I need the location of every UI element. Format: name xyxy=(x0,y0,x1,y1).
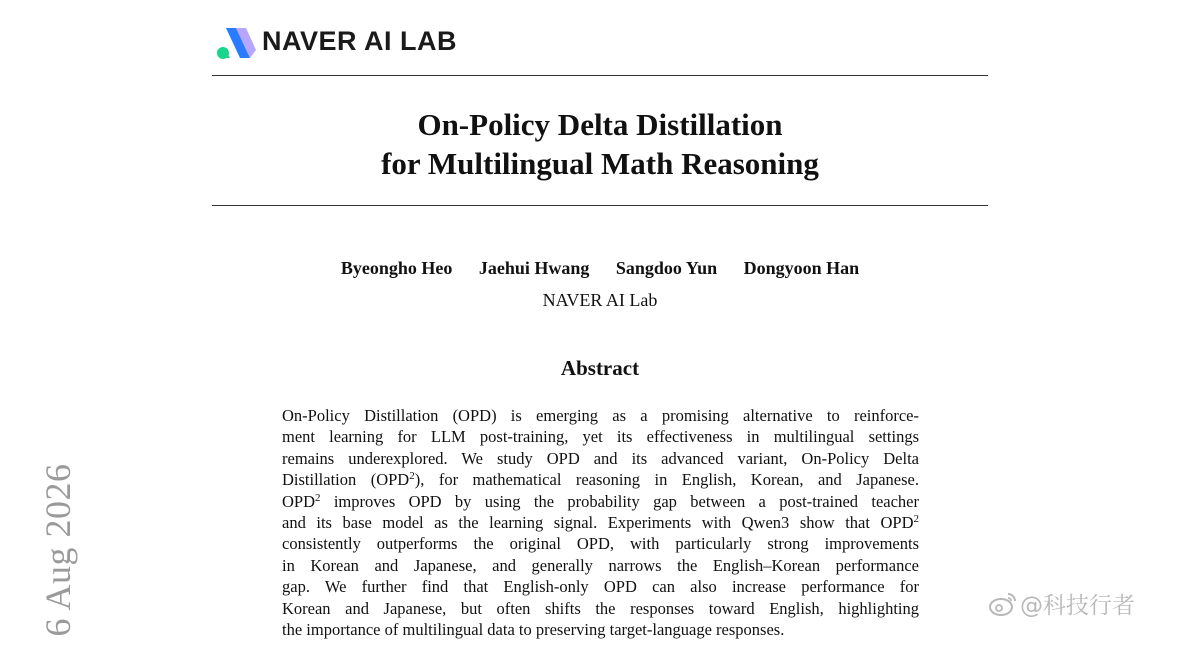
abstract-line: the importance of multilingual data to preserving target-language responses. xyxy=(282,620,785,640)
naver-ai-lab-logo xyxy=(214,22,457,60)
logo-text: NAVER AI LAB xyxy=(262,26,457,56)
title-line-1: On-Policy Delta Distillation xyxy=(417,107,783,142)
author-name: Jaehui Hwang xyxy=(478,258,590,278)
abstract-heading: Abstract xyxy=(560,356,640,380)
abstract-line: remains underexplored. We study OPD and its advanced variant, On-Policy Delta xyxy=(282,448,919,468)
abstract-line: in Korean and Japanese, and generally narrows the English–Korean performance xyxy=(282,555,919,575)
paper-title xyxy=(212,105,988,183)
abstract-line: Korean and Japanese, but often shifts the responses toward English, highlighting xyxy=(282,598,919,618)
naver-logo-icon xyxy=(214,22,258,60)
author-name: Sangdoo Yun xyxy=(615,258,718,278)
abstract-line: Distillation (OPD$^2$), for mathematical reasoning in English, Korean, and Japanese. xyxy=(282,470,919,490)
abstract-line: OPD$^2$ improves OPD by using the probability gap between a post-trained teacher xyxy=(282,491,919,511)
abstract-line: gap. We further find that English-only OPD can also increase performance for xyxy=(282,577,919,597)
author-name: Byeongho Heo xyxy=(340,258,453,278)
abstract-line: ment learning for LLM post-training, yet its effectiveness in multilingual settings xyxy=(282,427,919,447)
title-line-2: for Multilingual Math Reasoning xyxy=(381,146,819,181)
abstract-body xyxy=(282,405,919,640)
author-list xyxy=(212,257,988,279)
title-bottom-rule xyxy=(212,205,988,206)
title-top-rule xyxy=(212,75,988,76)
abstract-line: and its base model as the learning signal. Experiments with Qwen3 show that OPD$^2$ xyxy=(282,513,919,533)
date-stamp-text: 6 Aug 2026 xyxy=(38,463,78,637)
author-name: Dongyoon Han xyxy=(743,258,860,278)
affiliation: NAVER AI Lab xyxy=(542,290,658,310)
abstract-line: On-Policy Distillation (OPD) is emerging as a promising alternative to reinforce- xyxy=(282,406,919,425)
abstract-line: consistently outperforms the original OPD, with particularly strong improvements xyxy=(282,534,919,554)
watermark-text: @科技行者 xyxy=(1020,593,1135,619)
weibo-icon xyxy=(988,591,1018,617)
arxiv-date-stamp xyxy=(18,455,98,645)
watermark xyxy=(988,587,1135,620)
